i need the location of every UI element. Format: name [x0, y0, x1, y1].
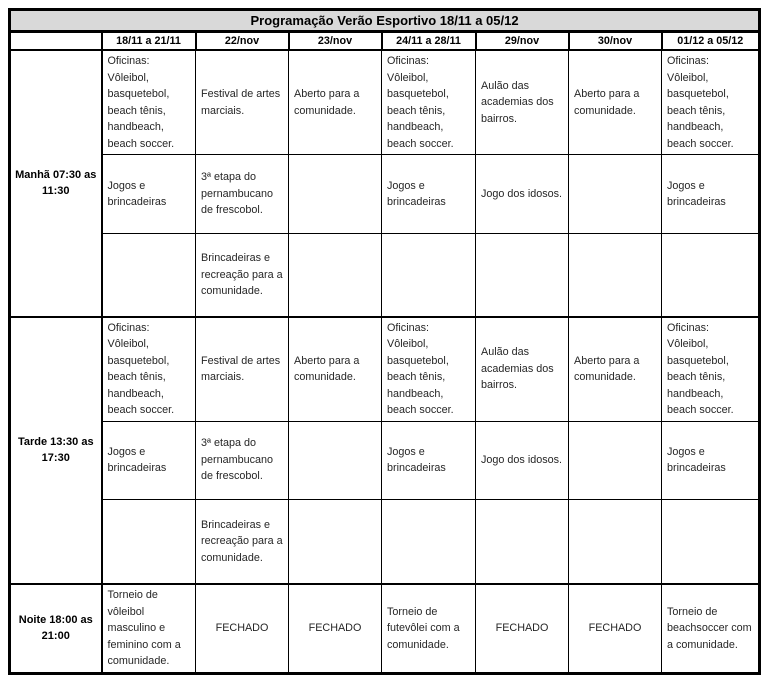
schedule-cell — [569, 234, 662, 317]
schedule-cell: Oficinas: Vôleibol, basquetebol, beach tênis, handbeach, beach soccer. — [662, 50, 760, 155]
schedule-cell: 3ª etapa do pernambucano de frescobol. — [196, 421, 289, 499]
schedule-cell: Aberto para a comunidade. — [569, 50, 662, 155]
schedule-cell — [102, 499, 196, 584]
schedule-cell — [476, 234, 569, 317]
schedule-cell: Festival de artes marciais. — [196, 50, 289, 155]
schedule-cell: Festival de artes marciais. — [196, 317, 289, 422]
schedule-cell: FECHADO — [569, 584, 662, 673]
schedule-cell — [289, 155, 382, 234]
schedule-row — [10, 50, 760, 155]
schedule-row — [10, 234, 760, 317]
schedule-table — [8, 8, 761, 675]
schedule-body — [10, 50, 760, 673]
schedule-cell: Oficinas: Vôleibol, basquetebol, beach tênis, handbeach, beach soccer. — [382, 317, 476, 422]
schedule-row — [10, 584, 760, 673]
schedule-cell: Jogos e brincadeiras — [102, 421, 196, 499]
time-period-label: Manhã 07:30 as 11:30 — [10, 50, 102, 317]
schedule-row — [10, 499, 760, 584]
time-period-label: Tarde 13:30 as 17:30 — [10, 317, 102, 585]
schedule-cell: FECHADO — [476, 584, 569, 673]
column-header-date-3: 23/nov — [289, 32, 382, 51]
schedule-cell — [102, 234, 196, 317]
schedule-cell — [662, 234, 760, 317]
schedule-cell: Aberto para a comunidade. — [569, 317, 662, 422]
column-header-row — [10, 32, 760, 51]
schedule-cell: Oficinas: Vôleibol, basquetebol, beach tênis, handbeach, beach soccer. — [382, 50, 476, 155]
schedule-cell: Oficinas: Vôleibol, basquetebol, beach tênis, handbeach, beach soccer. — [662, 317, 760, 422]
column-header-date-5: 29/nov — [476, 32, 569, 51]
schedule-cell — [569, 155, 662, 234]
column-header-date-1: 18/11 a 21/11 — [102, 32, 196, 51]
schedule-cell: FECHADO — [289, 584, 382, 673]
title-row — [10, 10, 760, 32]
schedule-cell: Aulão das academias dos bairros. — [476, 317, 569, 422]
schedule-cell — [382, 499, 476, 584]
schedule-cell — [289, 234, 382, 317]
schedule-cell — [289, 421, 382, 499]
schedule-cell: FECHADO — [196, 584, 289, 673]
schedule-cell — [569, 499, 662, 584]
schedule-cell: Torneio de vôleibol masculino e feminino com a comunidade. — [102, 584, 196, 673]
schedule-page — [8, 8, 761, 675]
column-header-date-2: 22/nov — [196, 32, 289, 51]
column-header-date-7: 01/12 a 05/12 — [662, 32, 760, 51]
schedule-cell: Aulão das academias dos bairros. — [476, 50, 569, 155]
schedule-cell: Jogo dos idosos. — [476, 421, 569, 499]
schedule-cell: Oficinas: Vôleibol, basquetebol, beach tênis, handbeach, beach soccer. — [102, 317, 196, 422]
schedule-cell: Oficinas: Vôleibol, basquetebol, beach tênis, handbeach, beach soccer. — [102, 50, 196, 155]
schedule-row — [10, 317, 760, 422]
schedule-cell: Jogos e brincadeiras — [102, 155, 196, 234]
schedule-row — [10, 155, 760, 234]
schedule-cell: Aberto para a comunidade. — [289, 50, 382, 155]
schedule-cell: 3ª etapa do pernambucano de frescobol. — [196, 155, 289, 234]
schedule-cell — [382, 234, 476, 317]
schedule-cell — [662, 499, 760, 584]
page-title: Programação Verão Esportivo 18/11 a 05/12 — [10, 10, 760, 32]
time-period-label: Noite 18:00 as 21:00 — [10, 584, 102, 673]
schedule-cell: Torneio de beachsoccer com a comunidade. — [662, 584, 760, 673]
schedule-cell: Jogos e brincadeiras — [382, 155, 476, 234]
schedule-row — [10, 421, 760, 499]
column-header-date-4: 24/11 a 28/11 — [382, 32, 476, 51]
column-header-date-6: 30/nov — [569, 32, 662, 51]
schedule-cell — [476, 499, 569, 584]
schedule-cell: Aberto para a comunidade. — [289, 317, 382, 422]
schedule-cell — [569, 421, 662, 499]
schedule-cell: Jogos e brincadeiras — [382, 421, 476, 499]
schedule-cell: Jogo dos idosos. — [476, 155, 569, 234]
schedule-cell — [289, 499, 382, 584]
schedule-cell: Jogos e brincadeiras — [662, 155, 760, 234]
schedule-cell: Jogos e brincadeiras — [662, 421, 760, 499]
schedule-cell: Brincadeiras e recreação para a comunidade. — [196, 234, 289, 317]
schedule-cell: Torneio de futevôlei com a comunidade. — [382, 584, 476, 673]
column-header-time — [10, 32, 102, 51]
schedule-cell: Brincadeiras e recreação para a comunidade. — [196, 499, 289, 584]
